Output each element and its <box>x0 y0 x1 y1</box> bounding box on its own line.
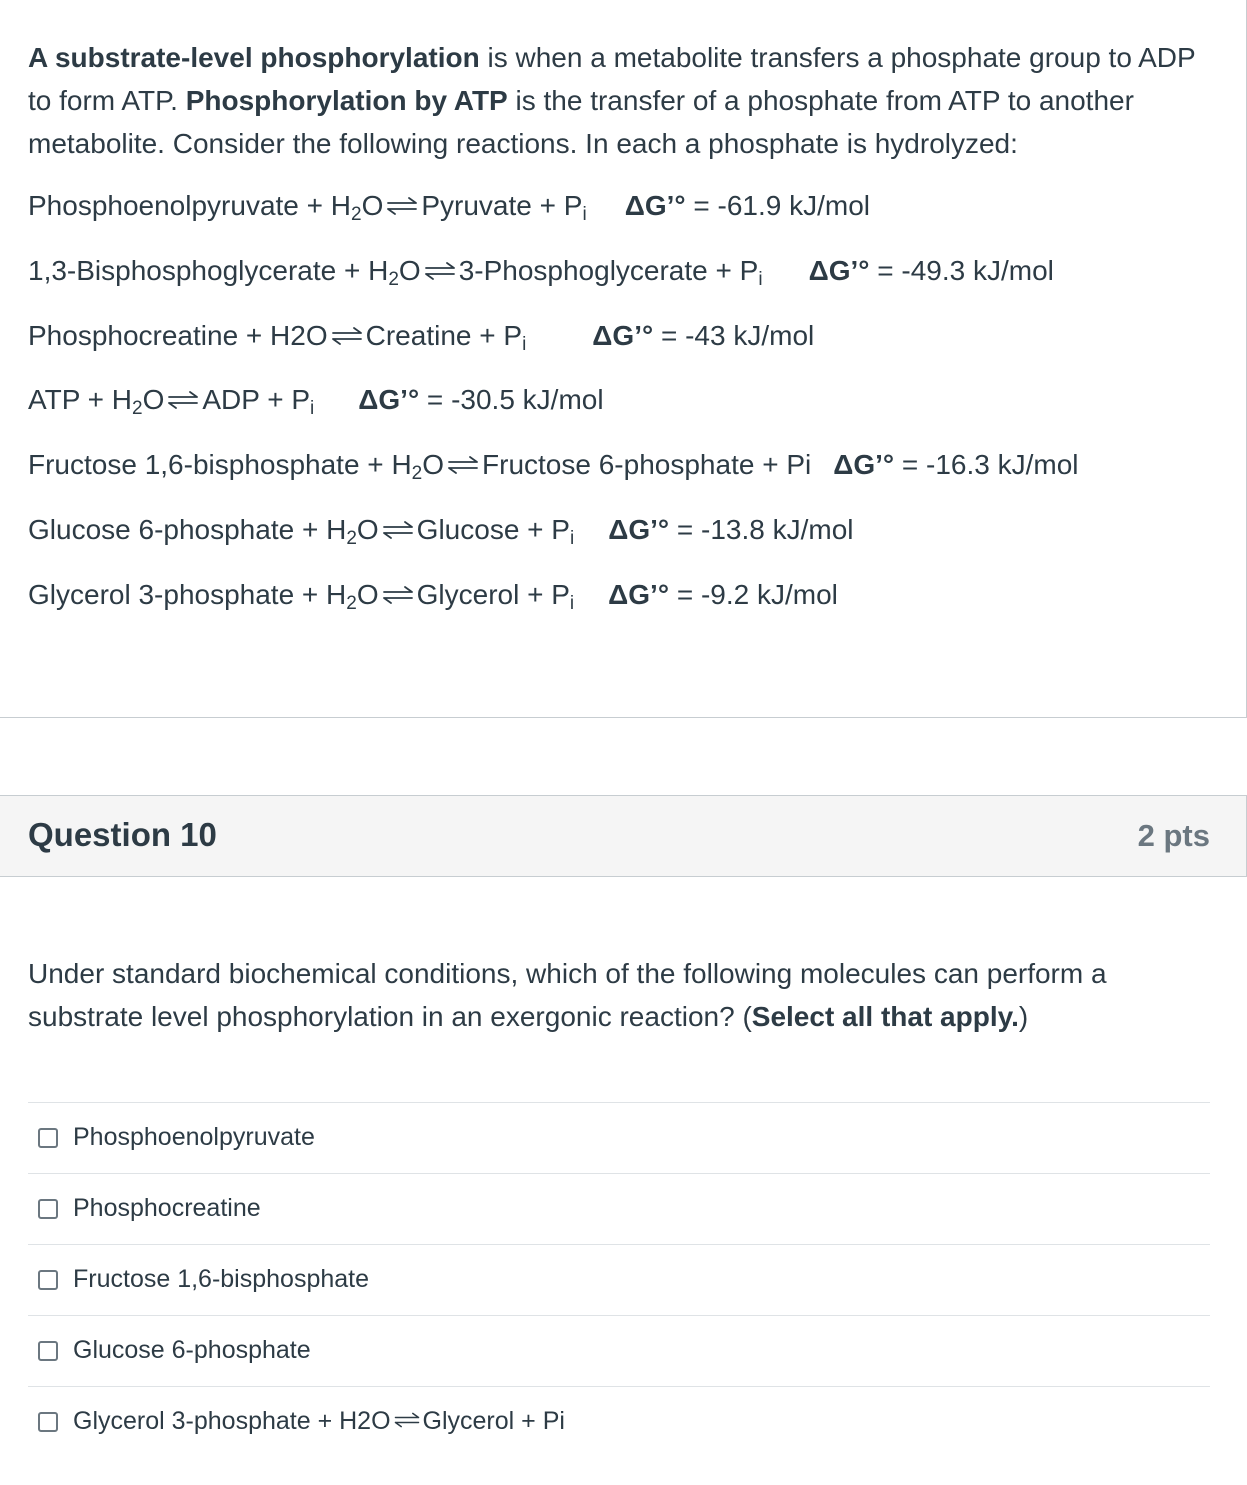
reaction-reactant: Phosphocreatine + H2O <box>28 320 328 351</box>
delta-g-symbol: ΔG’° <box>592 320 654 351</box>
reaction-reactant: Glucose 6-phosphate + H <box>28 514 347 545</box>
checkbox-icon[interactable] <box>38 1199 58 1219</box>
reaction-delta-g <box>809 251 1054 291</box>
answer-option[interactable] <box>28 1244 1210 1315</box>
reaction-line <box>28 251 1054 291</box>
reaction-reactant-tail: O <box>361 190 384 221</box>
intro-paragraph <box>28 36 1208 165</box>
delta-g-value: = -61.9 kJ/mol <box>685 190 870 221</box>
reaction-subscript: 2 <box>351 204 362 225</box>
reaction-reactant: Glycerol 3-phosphate + H <box>28 579 347 610</box>
reaction-product: ADP + P <box>202 384 311 415</box>
equilibrium-arrow-icon <box>393 1411 421 1429</box>
delta-g-value: = -43 kJ/mol <box>653 320 815 351</box>
reaction-reactant: Phosphoenolpyruvate + H <box>28 190 351 221</box>
equilibrium-arrow-icon <box>166 390 200 410</box>
reaction-subscript: i <box>582 204 587 225</box>
reaction-subscript: i <box>569 593 575 614</box>
reaction-line <box>28 575 838 615</box>
equilibrium-arrow-icon <box>381 585 415 605</box>
answer-label[interactable] <box>73 1190 261 1226</box>
reaction-subscript: i <box>522 334 527 355</box>
reaction-delta-g <box>608 575 838 615</box>
delta-g-value: = -16.3 kJ/mol <box>894 449 1079 480</box>
reaction-line <box>28 445 1079 485</box>
reaction-reactant-tail: O <box>422 449 445 480</box>
delta-g-value: = -49.3 kJ/mol <box>869 255 1054 286</box>
delta-g-symbol: ΔG’° <box>358 384 420 415</box>
reaction-subscript: 2 <box>132 398 143 419</box>
checkbox-icon[interactable] <box>38 1412 58 1432</box>
equilibrium-arrow-icon <box>381 520 415 540</box>
question-title: Question 10 <box>28 816 217 853</box>
checkbox-icon[interactable] <box>38 1270 58 1290</box>
reaction-reactant-tail: O <box>398 255 421 286</box>
question-prompt-end: ) <box>1018 1001 1029 1032</box>
checkbox-icon[interactable] <box>38 1341 58 1361</box>
reaction-delta-g <box>833 445 1078 485</box>
delta-g-value: = -30.5 kJ/mol <box>419 384 604 415</box>
answer-option[interactable] <box>28 1386 1210 1457</box>
reaction-product: Glycerol + P <box>416 579 570 610</box>
answer-option[interactable] <box>28 1173 1210 1244</box>
answer-label-suffix: Glycerol + Pi <box>422 1407 565 1435</box>
answer-label-text: Phosphoenolpyruvate <box>73 1123 315 1151</box>
reaction-reactant-tail: O <box>142 384 165 415</box>
answer-label-text: Glycerol 3-phosphate + H2O <box>73 1407 391 1435</box>
answer-list <box>28 1102 1210 1457</box>
equilibrium-arrow-icon <box>423 261 457 281</box>
reaction-subscript: i <box>758 269 763 290</box>
reaction-reactant: Fructose 1,6-bisphosphate + H <box>28 449 412 480</box>
answer-label[interactable] <box>73 1403 565 1439</box>
delta-g-value: = -9.2 kJ/mol <box>669 579 838 610</box>
delta-g-symbol: ΔG’° <box>608 514 670 545</box>
equilibrium-arrow-icon <box>446 455 480 475</box>
reaction-subscript: i <box>310 398 315 419</box>
reaction-reactant-tail: O <box>356 514 379 545</box>
intro-term-phosphorylation-by-atp: Phosphorylation by ATP <box>185 85 508 116</box>
reaction-delta-g <box>625 186 870 226</box>
equilibrium-arrow-icon <box>385 196 419 216</box>
delta-g-symbol: ΔG’° <box>833 449 895 480</box>
question-prompt-instruction: Select all that apply. <box>751 1001 1019 1032</box>
reaction-line <box>28 380 604 420</box>
answer-label[interactable] <box>73 1332 311 1368</box>
answer-label[interactable] <box>73 1119 315 1155</box>
answer-label-text: Phosphocreatine <box>73 1194 261 1222</box>
reaction-product: Fructose 6-phosphate + Pi <box>482 449 812 480</box>
reaction-product: Pyruvate + P <box>421 190 583 221</box>
reaction-product: 3-Phosphoglycerate + P <box>458 255 759 286</box>
previous-question-card <box>0 0 1247 718</box>
reaction-subscript: 2 <box>411 463 423 484</box>
question-prompt-text: Under standard biochemical conditions, which of the following molecules can perform a substrate level phosphorylation in an exergonic reaction? ( <box>28 958 1107 1032</box>
reaction-product: Creatine + P <box>365 320 523 351</box>
question-points: 2 pts <box>1137 818 1210 853</box>
answer-label[interactable] <box>73 1261 369 1297</box>
answer-label-text: Glucose 6-phosphate <box>73 1336 311 1364</box>
reaction-subscript: i <box>569 528 575 549</box>
reaction-reactant-tail: O <box>356 579 379 610</box>
reaction-subscript: 2 <box>346 593 357 614</box>
delta-g-symbol: ΔG’° <box>808 255 870 286</box>
answer-label-text: Fructose 1,6-bisphosphate <box>73 1265 370 1293</box>
reaction-subscript: 2 <box>388 269 399 290</box>
reaction-delta-g <box>592 316 814 356</box>
reaction-line <box>28 510 854 550</box>
checkbox-icon[interactable] <box>38 1128 58 1148</box>
question-prompt <box>28 952 1208 1038</box>
reaction-reactant: 1,3-Bisphosphoglycerate + H <box>28 255 389 286</box>
intro-text-1: is when a metabolite transfers a phosphate group to ADP to form ATP. <box>28 42 1196 116</box>
delta-g-symbol: ΔG’° <box>624 190 686 221</box>
reaction-subscript: 2 <box>346 528 357 549</box>
delta-g-value: = -13.8 kJ/mol <box>669 514 854 545</box>
intro-term-substrate-level: A substrate-level phosphorylation <box>28 42 480 73</box>
intro-text-2: is the transfer of a phosphate from ATP to another metabolite. Consider the following reactions. In each a phosphate is hydrolyzed: <box>28 85 1134 159</box>
reaction-reactant: ATP + H <box>28 384 133 415</box>
answer-option[interactable] <box>28 1315 1210 1386</box>
question-header <box>0 795 1247 877</box>
reaction-delta-g <box>358 380 603 420</box>
delta-g-symbol: ΔG’° <box>608 579 670 610</box>
reaction-line <box>28 316 814 356</box>
reaction-line <box>28 186 870 226</box>
reaction-delta-g <box>608 510 853 550</box>
equilibrium-arrow-icon <box>330 326 364 346</box>
answer-option[interactable] <box>28 1102 1210 1173</box>
reaction-product: Glucose + P <box>416 514 570 545</box>
